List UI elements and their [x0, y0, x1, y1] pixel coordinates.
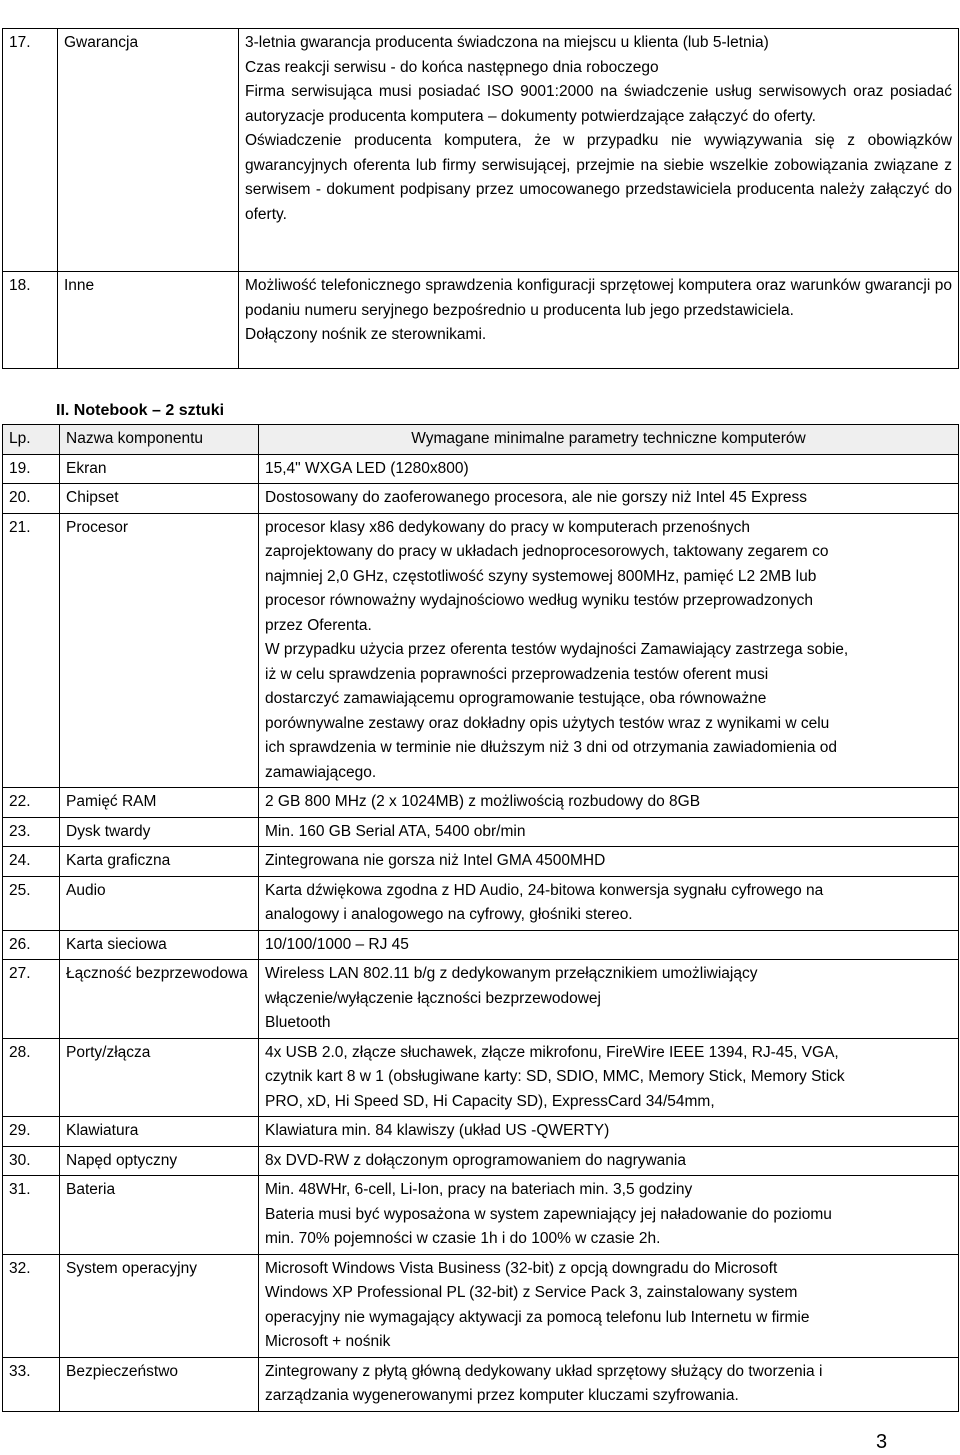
section-title: II. Notebook – 2 sztuki [56, 402, 225, 419]
table-header-row [3, 425, 959, 455]
row-number: 23. [3, 817, 60, 847]
table-row [3, 1176, 959, 1255]
component-name: Audio [60, 876, 259, 930]
row-number: 24. [3, 847, 60, 877]
requirement-line: PRO, xD, Hi Speed SD, Hi Capacity SD), ExpressCard 34/54mm, [265, 1092, 715, 1110]
component-requirements: Zintegrowana nie gorsza niż Intel GMA 4500MHD [259, 847, 959, 877]
table-row [3, 454, 959, 484]
row-number: 28. [3, 1038, 60, 1117]
component-requirements: 15,4" WXGA LED (1280x800) [259, 454, 959, 484]
requirement-line: min. 70% pojemności w czasie 1h i do 100% w czasie 2h. [265, 1230, 661, 1247]
component-name: Chipset [60, 484, 259, 514]
table-row [3, 876, 959, 930]
component-name: Napęd optyczny [60, 1146, 259, 1176]
requirement-line: procesor równoważny wydajnościowo według wyniku testów przeprowadzonych [265, 592, 813, 609]
component-requirements [259, 1357, 959, 1411]
component-name: Procesor [60, 513, 259, 788]
row-number: 17. [3, 29, 58, 272]
notebook-spec-rows [3, 454, 959, 1411]
requirement-line: zamawiającego. [265, 763, 377, 781]
component-requirements: 8x DVD-RW z dołączonym oprogramowaniem do nagrywania [259, 1146, 959, 1176]
requirement-line: Zintegrowany z płytą główną dedykowany układ sprzętowy służący do tworzenia i [265, 1362, 823, 1380]
requirement-line: porównywalne zestawy oraz dokładny opis użytych testów wraz z wynikami w celu [265, 714, 830, 732]
row-number: 20. [3, 484, 60, 514]
table-row [3, 930, 959, 960]
component-name: Karta graficzna [60, 847, 259, 877]
table-row [3, 960, 959, 1039]
page-number: 3 [876, 1431, 888, 1453]
requirement-line: Microsoft Windows Vista Business (32-bit) z opcją downgradu do Microsoft [265, 1259, 778, 1277]
description-paragraph: Oświadczenie producenta komputera, że w przypadku nie wywiązywania się z obowiązków gwarancyjnych oferenta lub firmy serwisującej, przejmie na siebie wszelkie zobowiązania związane z serwisem - dokument podpisany przez umocowanego przedstawiciela producenta należy załączyć do oferty. [245, 132, 952, 223]
table-row [3, 1146, 959, 1176]
description-paragraph: Dołączony nośnik ze sterownikami. [245, 326, 487, 343]
requirement-line: zarządzania wygenerowanymi przez komputer kluczami szyfrowania. [265, 1387, 739, 1404]
component-name: Ekran [60, 454, 259, 484]
component-requirements: Min. 160 GB Serial ATA, 5400 obr/min [259, 817, 959, 847]
notebook-spec-table [2, 424, 959, 1412]
row-number: 25. [3, 876, 60, 930]
header-component-name: Nazwa komponentu [60, 425, 259, 455]
row-number: 32. [3, 1254, 60, 1357]
row-number: 29. [3, 1117, 60, 1147]
component-requirements: Klawiatura min. 84 klawiszy (układ US -QWERTY) [259, 1117, 959, 1147]
table-row [3, 513, 959, 788]
component-name: Porty/złącza [60, 1038, 259, 1117]
requirement-line: Karta dźwiękowa zgodna z HD Audio, 24-bitowa konwersja sygnału cyfrowego na [265, 881, 824, 899]
requirement-line: dostarczyć zamawiającemu oprogramowanie testujące, oba równoważne [265, 690, 767, 707]
row-description [239, 272, 959, 369]
component-name: Bateria [60, 1176, 259, 1255]
requirement-line: W przypadku użycia przez oferenta testów wydajności Zamawiający zastrzega sobie, [265, 641, 849, 658]
table-row [3, 817, 959, 847]
requirement-line: ich sprawdzenia w terminie nie dłuższym niż 3 dni od otrzymania zawiadomienia od [265, 739, 838, 756]
requirement-line: najmniej 2,0 GHz, częstotliwość szyny systemowej 800MHz, pamięć L2 2MB lub [265, 567, 817, 585]
requirement-line: włączenie/wyłączenie łączności bezprzewodowej [265, 989, 601, 1007]
component-name: Klawiatura [60, 1117, 259, 1147]
row-number: 33. [3, 1357, 60, 1411]
component-requirements [259, 876, 959, 930]
table-row [3, 29, 959, 272]
header-requirements: Wymagane minimalne parametry techniczne komputerów [259, 425, 959, 455]
table-row [3, 1254, 959, 1357]
table-row [3, 1117, 959, 1147]
table-row [3, 272, 959, 369]
component-name: Karta sieciowa [60, 930, 259, 960]
component-name: Pamięć RAM [60, 788, 259, 818]
row-number: 21. [3, 513, 60, 788]
requirement-line: procesor klasy x86 dedykowany do pracy w komputerach przenośnych [265, 518, 751, 536]
row-number: 18. [3, 272, 58, 369]
row-number: 22. [3, 788, 60, 818]
warranty-table [2, 28, 959, 369]
description-paragraph: Czas reakcji serwisu - do końca następnego dnia roboczego [245, 58, 659, 76]
requirement-line: analogowy i analogowego na cyfrowy, głośniki stereo. [265, 906, 633, 923]
component-requirements [259, 960, 959, 1039]
row-number: 19. [3, 454, 60, 484]
row-number: 30. [3, 1146, 60, 1176]
component-name: Łączność bezprzewodowa [60, 960, 259, 1039]
component-requirements: 2 GB 800 MHz (2 x 1024MB) z możliwością rozbudowy do 8GB [259, 788, 959, 818]
component-requirements: 10/100/1000 – RJ 45 [259, 930, 959, 960]
component-requirements [259, 1176, 959, 1255]
row-description [239, 29, 959, 272]
requirement-line: Bateria musi być wyposażona w system zapewniający jej naładowanie do poziomu [265, 1205, 832, 1223]
table-row [3, 788, 959, 818]
row-number: 31. [3, 1176, 60, 1255]
component-requirements: Dostosowany do zaoferowanego procesora, ale nie gorszy niż Intel 45 Express [259, 484, 959, 514]
description-paragraph: Możliwość telefonicznego sprawdzenia konfiguracji sprzętowej komputera oraz warunków gwarancji po podaniu numeru seryjnego bezpośrednio u producenta lub jego przedstawiciela. [245, 277, 952, 319]
table-row [3, 484, 959, 514]
row-name: Gwarancja [58, 29, 239, 272]
requirement-line: Windows XP Professional PL (32-bit) z Service Pack 3, zainstalowany system [265, 1284, 798, 1301]
requirement-line: Microsoft + nośnik [265, 1333, 391, 1350]
table-row [3, 847, 959, 877]
row-name: Inne [58, 272, 239, 369]
component-requirements [259, 513, 959, 788]
component-name: Dysk twardy [60, 817, 259, 847]
component-name: Bezpieczeństwo [60, 1357, 259, 1411]
description-paragraph: Firma serwisująca musi posiadać ISO 9001:2000 na świadczenie usług serwisowych oraz posiadać autoryzacje producenta komputera – dokumenty potwierdzające załączyć do oferty. [245, 83, 952, 125]
requirement-line: Bluetooth [265, 1014, 331, 1031]
table-row [3, 1357, 959, 1411]
component-requirements [259, 1254, 959, 1357]
requirement-line: zaprojektowany do pracy w układach jednoprocesorowych, taktowany zegarem co [265, 543, 829, 560]
header-lp: Lp. [3, 425, 60, 455]
description-paragraph: 3-letnia gwarancja producenta świadczona na miejscu u klienta (lub 5-letnia) [245, 34, 769, 51]
requirement-line: przez Oferenta. [265, 616, 372, 634]
requirement-line: 4x USB 2.0, złącze słuchawek, złącze mikrofonu, FireWire IEEE 1394, RJ-45, VGA, [265, 1043, 839, 1061]
requirement-line: czytnik kart 8 w 1 (obsługiwane karty: SD, SDIO, MMC, Memory Stick, Memory Stick [265, 1068, 845, 1085]
table-row [3, 1038, 959, 1117]
component-requirements [259, 1038, 959, 1117]
requirement-line: operacyjny nie wymagający aktywacji za pomocą telefonu lub Internetu w firmie [265, 1308, 810, 1326]
requirement-line: iż w celu sprawdzenia poprawności przeprowadzenia testów oferent musi [265, 665, 769, 683]
requirement-line: Min. 48WHr, 6-cell, Li-Ion, pracy na bateriach min. 3,5 godziny [265, 1181, 693, 1198]
row-number: 27. [3, 960, 60, 1039]
component-name: System operacyjny [60, 1254, 259, 1357]
requirement-line: Wireless LAN 802.11 b/g z dedykowanym przełącznikiem umożliwiający [265, 965, 758, 982]
row-number: 26. [3, 930, 60, 960]
